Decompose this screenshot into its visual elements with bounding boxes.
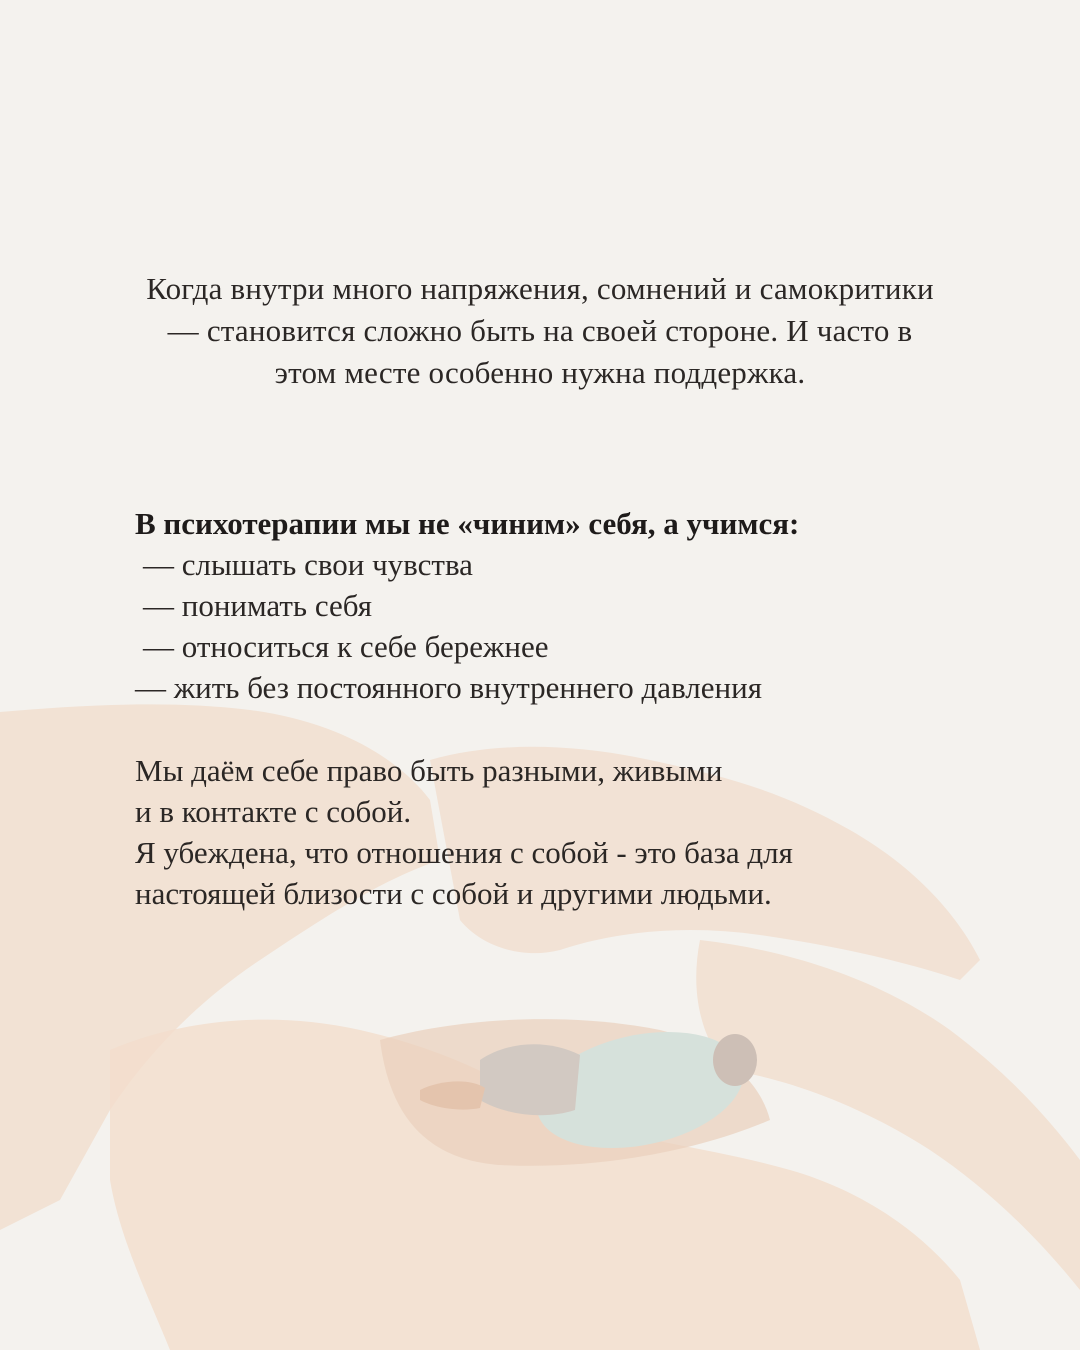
intro-line: этом месте особенно нужна поддержка. [274,355,806,390]
list-item: — относиться к себе бережнее [143,629,549,664]
list-item: — слышать свои чувства [143,547,473,582]
list-item: — понимать себя [143,588,372,623]
therapy-section [135,503,1015,708]
closing-line: Мы даём себе право быть разными, живыми [135,753,723,788]
closing-line: и в контакте с собой. [135,794,412,829]
closing-line: настоящей близости с собой и другими людьми. [135,876,772,911]
intro-line: Когда внутри много напряжения, сомнений и самокритики [146,271,934,306]
intro-paragraph [60,268,1020,394]
closing-paragraph [135,750,1015,914]
therapy-heading: В психотерапии мы не «чиним» себя, а учимся: [135,506,800,541]
list-item: — жить без постоянного внутреннего давления [135,670,762,705]
therapy-list [135,544,1015,708]
closing-line: Я убеждена, что отношения с собой - это база для [135,835,793,870]
intro-line: — становится сложно быть на своей стороне. И часто в [167,313,913,348]
